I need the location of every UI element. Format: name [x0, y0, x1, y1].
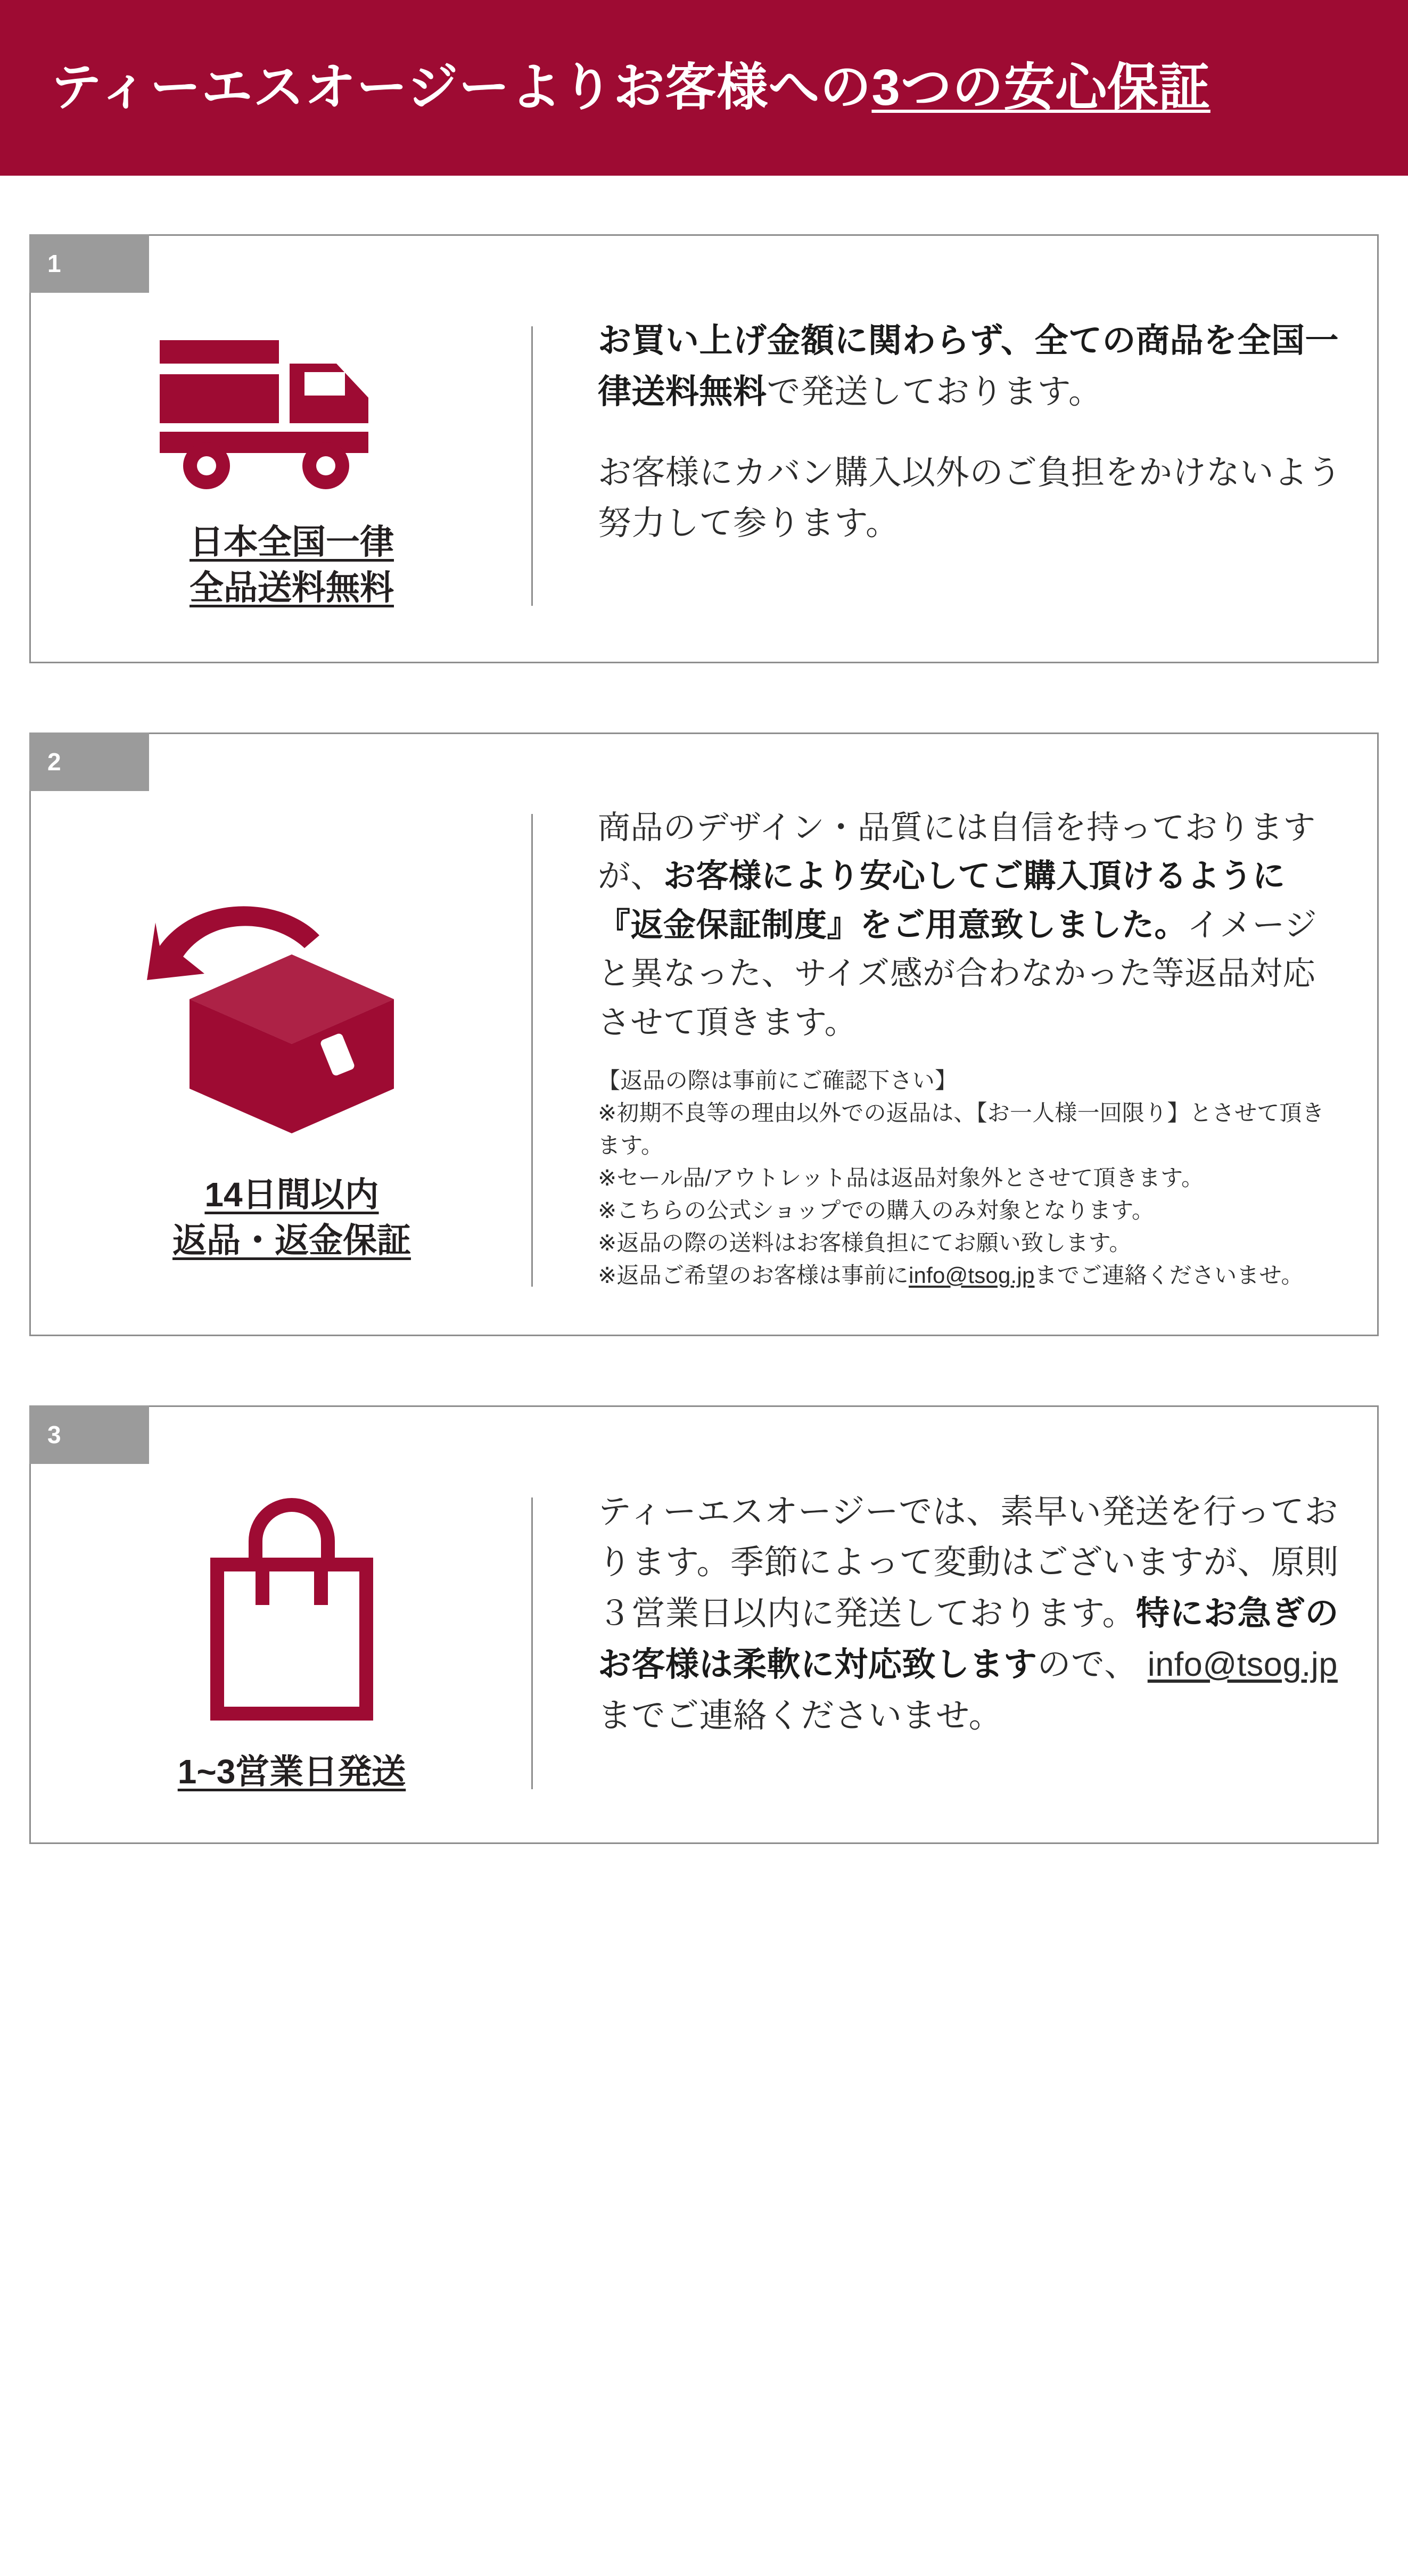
card-caption-line1: 日本全国一律 [190, 523, 394, 561]
card-paragraph [598, 448, 1345, 550]
card-icon-column [52, 1487, 531, 1795]
card-paragraph-normal: 商品のデザイン・品質には自信を持っておりますが、 [598, 809, 1316, 894]
card-number-badge: 3 [29, 1405, 149, 1464]
card-text-column [533, 1487, 1356, 1742]
fine-print-line: 【返品の際は事前にご確認下さい】 [598, 1068, 958, 1093]
card-paragraph-normal: ので、 [1037, 1645, 1148, 1683]
card-caption-line1: 1~3営業日発送 [177, 1752, 406, 1791]
card-paragraph-normal: までご連絡くださいませ。 [598, 1697, 1003, 1734]
card-number-badge: 1 [29, 234, 149, 293]
guarantee-card-1 [29, 234, 1379, 663]
card-fine-print [598, 1065, 1345, 1291]
card-icon-column [52, 316, 531, 611]
card-paragraph-normal: お客様にカバン購入以外のご負担をかけないよう努力して参ります。 [598, 454, 1341, 542]
card-paragraph-normal: イメージと異なった、サイズ感が合わなかった等返品対応させて頂きます。 [598, 906, 1318, 1040]
guarantee-card-list [0, 176, 1408, 1892]
card-text-column [533, 316, 1356, 549]
page-title-emphasis: 3つの安心保証 [871, 59, 1211, 117]
card-text-column [533, 803, 1356, 1292]
email-link[interactable]: info@tsog.jp [1147, 1645, 1338, 1683]
card-body [31, 1407, 1377, 1842]
card-paragraph [598, 1487, 1345, 1742]
header-banner [0, 0, 1408, 176]
email-link[interactable]: info@tsog.jp [909, 1262, 1035, 1288]
page-title [51, 60, 1211, 116]
return-box-icon [143, 899, 441, 1149]
truck-icon [153, 321, 430, 497]
fine-print-line: までご連絡くださいませ。 [1034, 1262, 1304, 1288]
card-paragraph-bold: 特にお急ぎのお客様は柔軟に対応致します [598, 1595, 1339, 1683]
card-number-badge: 2 [29, 733, 149, 791]
shopping-bag-icon [185, 1492, 398, 1726]
card-paragraph-normal: で発送しております。 [767, 373, 1102, 410]
card-caption-line2: 全品送料無料 [190, 569, 394, 607]
guarantee-card-2 [29, 733, 1379, 1336]
guarantee-card-3 [29, 1405, 1379, 1844]
card-caption-line1: 14日間以内 [204, 1175, 379, 1214]
card-paragraph [598, 803, 1345, 1047]
card-caption [178, 1749, 406, 1795]
fine-print-line: ※セール品/アウトレット品は返品対象外とさせて頂きます。 [598, 1165, 1204, 1190]
card-icon-column [52, 803, 531, 1264]
card-caption [190, 519, 394, 611]
fine-print-line: ※こちらの公式ショップでの購入のみ対象となります。 [598, 1197, 1155, 1223]
card-paragraph [598, 316, 1345, 418]
card-paragraph-bold: お客様により安心してご購入頂けるように『返金保証制度』をご用意致しました。 [598, 858, 1286, 943]
fine-print-line: ※初期不良等の理由以外での返品は、【お一人様一回限り】とさせて頂きます。 [598, 1100, 1324, 1158]
card-body [31, 236, 1377, 662]
card-body [31, 734, 1377, 1335]
card-paragraph-bold: お買い上げ金額に関わらず、全ての商品を全国一律送料無料 [598, 322, 1339, 410]
fine-print-line: ※返品の際の送料はお客様負担にてお願い致します。 [598, 1230, 1132, 1255]
card-paragraph-normal: ティーエスオージーでは、素早い発送を行っております。季節によって変動はございますが、原則３営業日以内に発送しております。 [598, 1493, 1339, 1633]
card-caption-line2: 返品・返金保証 [172, 1221, 411, 1260]
fine-print-line: ※返品ご希望のお客様は事前に [598, 1262, 909, 1288]
page-title-text: ティーエスオージーよりお客様への [51, 59, 872, 117]
card-caption [172, 1172, 411, 1264]
